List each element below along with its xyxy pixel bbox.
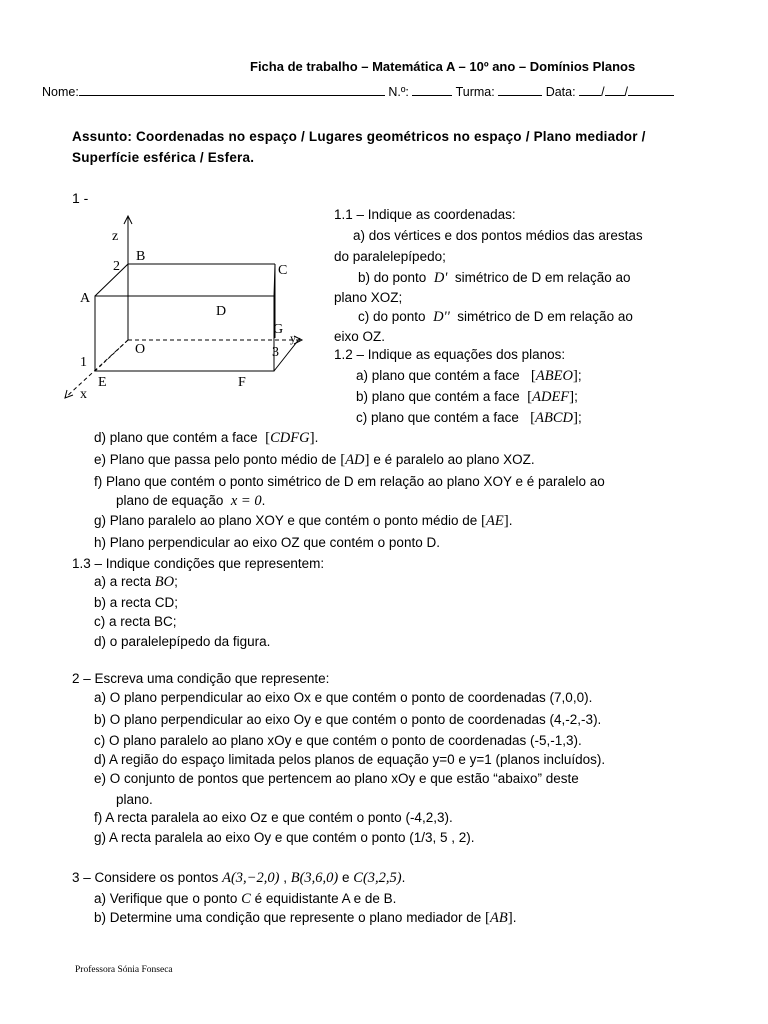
q1-3-title: 1.3 – Indique condições que representem:	[72, 556, 325, 571]
vertex-D-label: D	[216, 304, 227, 319]
nome-label: Nome:	[42, 85, 79, 99]
vertex-G-label: G	[273, 322, 284, 337]
vertex-O-label: O	[135, 342, 146, 357]
exercise-1-number: 1 -	[72, 190, 89, 206]
tick-2-label: 2	[113, 259, 120, 274]
q1-2-item-a: a) plano que contém a face [ABEO];	[356, 368, 582, 384]
ex2-item-a: a) O plano perpendicular ao eixo Ox e que contém o ponto de coordenadas (7,0,0).	[94, 690, 593, 705]
ex2-item-g: g) A recta paralela ao eixo Oy e que contém o ponto (1/3, 5 , 2).	[94, 830, 475, 845]
point-C: C(3,2,5)	[353, 870, 402, 886]
q1-1-c-line2: eixo OZ.	[334, 329, 386, 344]
ex3-item-a: a) Verifique que o ponto C é equidistante A e de B.	[94, 891, 397, 907]
point-B: B(3,6,0)	[290, 870, 339, 886]
point-d-prime: D'	[433, 270, 448, 286]
point-A: A(3,−2,0)	[222, 870, 280, 886]
parallelepiped-figure	[60, 208, 310, 408]
equation-x-0: x = 0	[230, 493, 262, 509]
subject-line: Assunto: Coordenadas no espaço / Lugares geométricos no espaço / Plano mediador / Superfície esférica / Esfera.	[72, 129, 646, 165]
worksheet-title: Ficha de trabalho – Matemática A – 10º ano – Domínios Planos	[250, 59, 636, 74]
z-label: z	[112, 229, 119, 244]
ex2-item-e-line2: plano.	[116, 792, 153, 807]
nome-blank[interactable]	[79, 84, 385, 96]
numero-blank[interactable]	[412, 84, 452, 96]
tick-1-label: 1	[80, 355, 87, 370]
date-separator: /	[624, 85, 629, 99]
tick-3-label: 3	[272, 345, 279, 360]
q1-1-c-line1: c) do ponto D'' simétrico de D em relação ao	[358, 309, 633, 325]
data-label: Data:	[545, 85, 576, 99]
footer-author: Professora Sónia Fonseca	[75, 965, 173, 975]
ex2-item-f: f) A recta paralela ao eixo Oz e que contém o ponto (-4,2,3).	[94, 810, 453, 825]
ex2-item-d: d) A região do espaço limitada pelos planos de equação y=0 e y=1 (planos incluídos).	[94, 752, 606, 767]
q1-1-a-line2: do paralelepípedo;	[334, 249, 446, 264]
vertex-E-label: E	[98, 375, 107, 390]
year-blank[interactable]	[628, 84, 674, 96]
vertex-B-label: B	[136, 249, 146, 264]
vertex-C-label: C	[278, 263, 288, 278]
q1-2-item-e: e) Plano que passa pelo ponto médio de [AD] e é paralelo ao plano XOZ.	[94, 452, 535, 468]
q1-2-item-c: c) plano que contém a face [ABCD];	[356, 410, 582, 426]
numero-label: N.º:	[388, 85, 409, 99]
ex2-item-c: c) O plano paralelo ao plano xOy e que contém o ponto de coordenadas (-5,-1,3).	[94, 733, 582, 748]
q1-2-item-h: h) Plano perpendicular ao eixo OZ que contém o ponto D.	[94, 535, 440, 550]
q1-2-item-d: d) plano que contém a face [CDFG].	[94, 430, 319, 446]
q1-2-item-f-line2: plano de equação x = 0.	[116, 493, 266, 509]
q1-3-item-d: d) o paralelepípedo da figura.	[94, 634, 271, 649]
month-blank[interactable]	[605, 84, 625, 96]
q1-2-item-g: g) Plano paralelo ao plano XOY e que contém o ponto médio de [AE].	[94, 513, 513, 529]
turma-blank[interactable]	[498, 84, 542, 96]
q1-2-title: 1.2 – Indique as equações dos planos:	[334, 347, 566, 362]
q1-1-b-line1: b) do ponto D' simétrico de D em relação ao	[358, 270, 631, 286]
q1-2-item-f-line1: f) Plano que contém o ponto simétrico de D em relação ao plano XOY e é paralelo ao	[94, 474, 605, 489]
ex2-item-b: b) O plano perpendicular ao eixo Oy e que contém o ponto de coordenadas (4,-2,-3).	[94, 712, 602, 727]
ex3-item-b: b) Determine uma condição que represente o plano mediador de [AB].	[94, 910, 517, 926]
x-label: x	[80, 387, 87, 402]
day-blank[interactable]	[579, 84, 601, 96]
front-face	[95, 296, 274, 371]
q1-1-b-line2: plano XOZ;	[334, 290, 403, 305]
q1-3-item-b: b) a recta CD;	[94, 595, 179, 610]
exercise-2-title: 2 – Escreva uma condição que represente:	[72, 671, 330, 686]
date-separator: /	[601, 85, 605, 99]
student-info-line	[42, 84, 674, 99]
vertex-A-label: A	[80, 291, 91, 306]
y-label: y	[290, 331, 296, 345]
ex2-item-e-line1: e) O conjunto de pontos que pertencem ao plano xOy e que estão “abaixo” deste	[94, 771, 579, 786]
q1-3-item-a: a) a recta BO;	[94, 574, 178, 590]
q1-1-a-line1: a) dos vértices e dos pontos médios das arestas	[353, 228, 643, 243]
q1-2-item-b: b) plano que contém a face [ADEF];	[356, 389, 578, 405]
turma-label: Turma:	[455, 85, 495, 99]
point-d-double-prime: D''	[433, 309, 450, 325]
q1-1-title: 1.1 – Indique as coordenadas:	[334, 207, 516, 222]
q1-3-item-c: c) a recta BC;	[94, 614, 177, 629]
vertex-F-label: F	[238, 375, 246, 390]
exercise-3-title: 3 – Considere os pontos A(3,−2,0) , B(3,6,0) e C(3,2,5).	[72, 870, 406, 886]
